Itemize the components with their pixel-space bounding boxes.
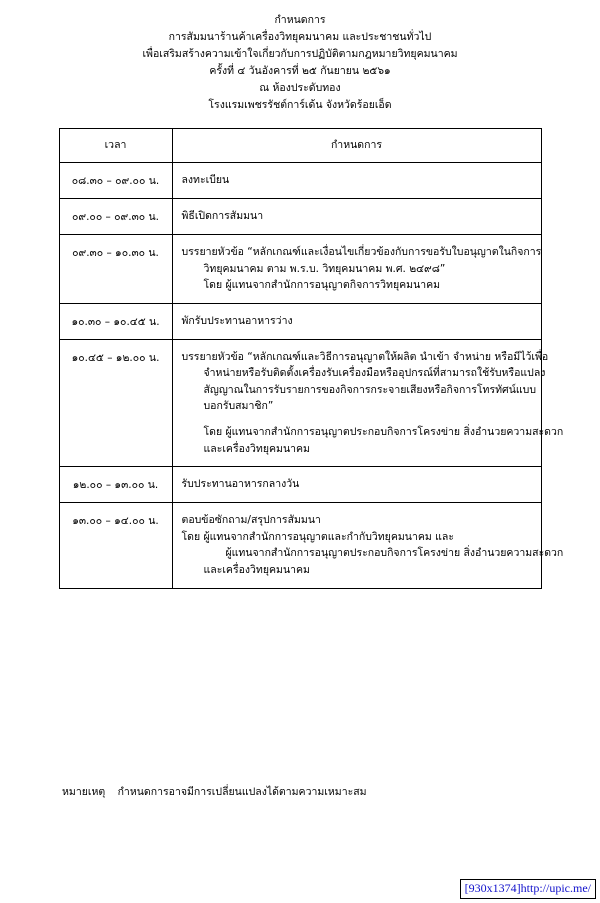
agenda-line: โดย ผู้แทนจากสำนักการอนุญาตและกำกับวิทยุคมนาคม และ bbox=[181, 530, 454, 543]
line-spacer bbox=[182, 415, 533, 424]
header-line-6: โรงแรมเพชรรัชต์การ์เด้น จังหวัดร้อยเอ็ด bbox=[208, 99, 392, 111]
cell-agenda bbox=[172, 339, 564, 466]
header-line-1: กำหนดการ bbox=[274, 14, 326, 26]
agenda-line: รับประทานอาหารกลางวัน bbox=[181, 478, 300, 491]
agenda-line: สัญญาณในการรับรายการของกิจการกระจายเสียงหรือกิจการโทรทัศน์แบบ bbox=[203, 383, 536, 396]
table-row bbox=[59, 339, 541, 466]
agenda-line: โดย ผู้แทนจากสำนักการอนุญาตกิจการวิทยุคมนาคม bbox=[203, 279, 441, 292]
column-header-agenda: กำหนดการ bbox=[172, 129, 541, 163]
agenda-table bbox=[59, 128, 564, 589]
column-header-time: เวลา bbox=[59, 129, 172, 163]
table-row bbox=[59, 467, 541, 503]
agenda-line: ผู้แทนจากสำนักการอนุญาตประกอบกิจการโครงข่าย สิ่งอำนวยความสะดวก bbox=[225, 547, 564, 560]
table-row bbox=[59, 163, 541, 199]
cell-agenda bbox=[172, 163, 541, 199]
cell-agenda bbox=[172, 503, 564, 588]
agenda-line: และเครื่องวิทยุคมนาคม bbox=[203, 563, 310, 576]
cell-time: ๑๒.๐๐ – ๑๓.๐๐ น. bbox=[59, 467, 172, 503]
watermark-url: http://upic.me/ bbox=[520, 881, 591, 895]
agenda-line: โดย ผู้แทนจากสำนักการอนุญาตประกอบกิจการโครงข่าย สิ่งอำนวยความสะดวก bbox=[203, 426, 564, 439]
agenda-line: ลงทะเบียน bbox=[181, 174, 230, 186]
cell-agenda bbox=[172, 235, 541, 304]
cell-agenda bbox=[172, 303, 541, 339]
agenda-line: วิทยุคมนาคม ตาม พ.ร.บ. วิทยุคมนาคม พ.ศ. ๒๔๙๘” bbox=[203, 262, 446, 275]
cell-time: ๐๘.๓๐ – ๐๙.๐๐ น. bbox=[59, 163, 172, 199]
agenda-line: บรรยายหัวข้อ “หลักเกณฑ์และเงื่อนไขเกี่ยวข้องกับการขอรับใบอนุญาตในกิจการ bbox=[181, 246, 542, 258]
agenda-line: พักรับประทานอาหารว่าง bbox=[181, 314, 293, 327]
table-header-row bbox=[59, 129, 541, 163]
note bbox=[62, 783, 367, 800]
header-line-4: ครั้งที่ ๔ วันอังคารที่ ๒๕ กันยายน ๒๕๖๑ bbox=[209, 65, 391, 77]
note-label: หมายเหตุ bbox=[62, 786, 106, 798]
watermark bbox=[460, 879, 596, 899]
cell-time: ๐๙.๓๐ – ๑๐.๓๐ น. bbox=[59, 235, 172, 304]
document-header bbox=[0, 0, 600, 114]
cell-agenda bbox=[172, 467, 541, 503]
header-line-2: การสัมมนาร้านค้าเครื่องวิทยุคมนาคม และประชาชนทั่วไป bbox=[168, 31, 432, 43]
agenda-line: บรรยายหัวข้อ “หลักเกณฑ์และวิธีการอนุญาตให้ผลิต นำเข้า จำหน่าย หรือมีไว้เพื่อ bbox=[181, 350, 549, 363]
cell-time: ๑๐.๓๐ – ๑๐.๔๕ น. bbox=[59, 303, 172, 339]
note-text: กำหนดการอาจมีการเปลี่ยนแปลงได้ตามความเหมาะสม bbox=[117, 786, 367, 798]
agenda-line: จำหน่ายหรือรับติดตั้งเครื่องรับเครื่องมือหรืออุปกรณ์ที่สามารถใช้รับหรือแปลง bbox=[203, 367, 546, 380]
table-row bbox=[59, 199, 541, 235]
cell-agenda bbox=[172, 199, 541, 235]
agenda-line: บอกรับสมาชิก” bbox=[203, 400, 274, 413]
header-line-5: ณ ห้องประดับทอง bbox=[259, 82, 341, 94]
table-row bbox=[59, 503, 541, 588]
watermark-dimensions: [930x1374] bbox=[464, 881, 521, 895]
agenda-line: และเครื่องวิทยุคมนาคม bbox=[203, 442, 310, 455]
agenda-line: ตอบข้อซักถาม/สรุปการสัมมนา bbox=[181, 514, 321, 527]
cell-time: ๑๐.๔๕ – ๑๒.๐๐ น. bbox=[59, 339, 172, 466]
agenda-line: พิธีเปิดการสัมมนา bbox=[181, 210, 264, 222]
table-row bbox=[59, 303, 541, 339]
cell-time: ๐๙.๐๐ – ๐๙.๓๐ น. bbox=[59, 199, 172, 235]
header-line-3: เพื่อเสริมสร้างความเข้าใจเกี่ยวกับการปฏิบัติตามกฎหมายวิทยุคมนาคม bbox=[142, 48, 458, 60]
cell-time: ๑๓.๐๐ – ๑๔.๐๐ น. bbox=[59, 503, 172, 588]
table-row bbox=[59, 235, 541, 304]
